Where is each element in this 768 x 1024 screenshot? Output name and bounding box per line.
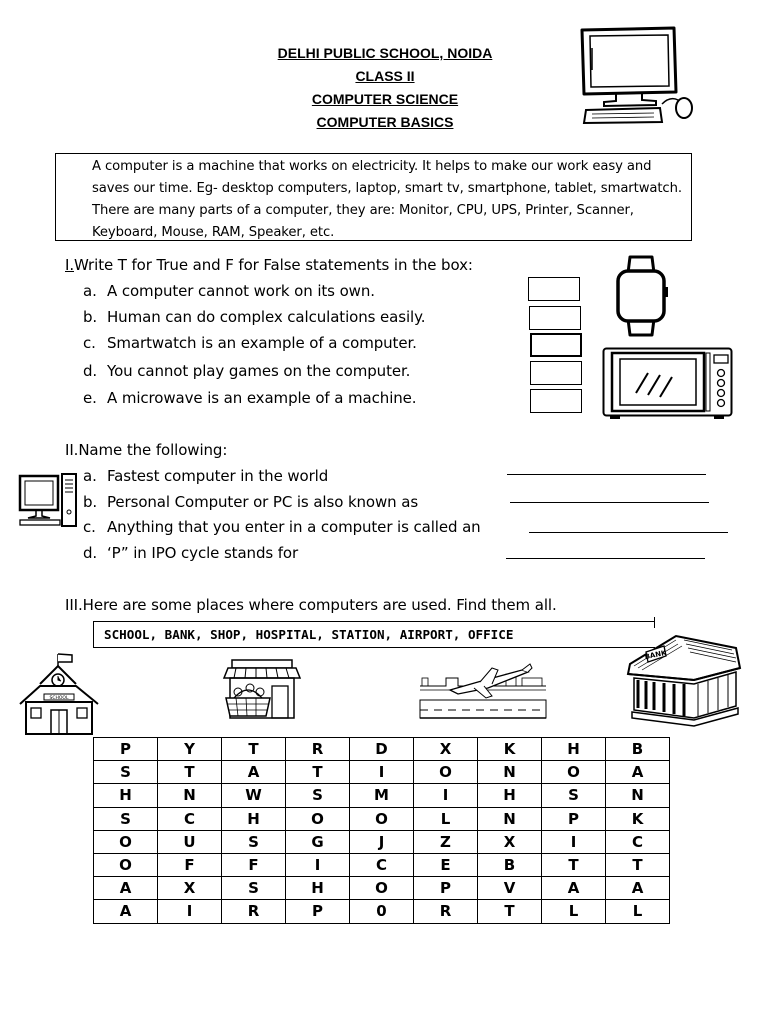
- grid-cell[interactable]: K: [606, 807, 670, 830]
- airport-icon: [418, 664, 548, 724]
- grid-cell[interactable]: V: [478, 877, 542, 900]
- grid-cell[interactable]: C: [606, 830, 670, 853]
- item-letter: d.: [83, 544, 98, 562]
- grid-cell[interactable]: P: [286, 900, 350, 923]
- grid-cell[interactable]: O: [350, 807, 414, 830]
- word-search-grid: [93, 737, 670, 924]
- grid-cell[interactable]: S: [542, 784, 606, 807]
- microwave-icon: [602, 347, 734, 421]
- grid-cell[interactable]: T: [286, 761, 350, 784]
- section-3-title: III.Here are some places where computers are used. Find them all.: [65, 596, 557, 614]
- grid-row: [94, 830, 670, 853]
- answer-box-d[interactable]: [530, 361, 582, 385]
- item-letter: c.: [83, 334, 96, 352]
- grid-row: [94, 807, 670, 830]
- section-2-title: II.Name the following:: [65, 441, 228, 459]
- school-name: DELHI PUBLIC SCHOOL, NOIDA: [277, 45, 493, 61]
- grid-cell[interactable]: I: [542, 830, 606, 853]
- item-text: Anything that you enter in a computer is called an: [107, 518, 481, 536]
- grid-cell[interactable]: 0: [350, 900, 414, 923]
- grid-cell[interactable]: L: [606, 900, 670, 923]
- tf-item: [83, 334, 417, 352]
- item-letter: a.: [83, 467, 97, 485]
- grid-cell[interactable]: S: [94, 761, 158, 784]
- grid-cell[interactable]: G: [286, 830, 350, 853]
- item-text: ‘P” in IPO cycle stands for: [107, 544, 299, 562]
- grid-cell[interactable]: I: [286, 853, 350, 876]
- grid-cell[interactable]: L: [414, 807, 478, 830]
- grid-cell[interactable]: K: [478, 738, 542, 761]
- grid-cell[interactable]: I: [350, 761, 414, 784]
- grid-cell[interactable]: B: [606, 738, 670, 761]
- grid-cell[interactable]: O: [542, 761, 606, 784]
- grid-cell[interactable]: X: [414, 738, 478, 761]
- answer-line-b[interactable]: [510, 502, 709, 503]
- grid-cell[interactable]: P: [414, 877, 478, 900]
- section-1-number: I.: [65, 256, 74, 274]
- school-building-icon: [18, 652, 100, 736]
- grid-row: [94, 877, 670, 900]
- grid-cell[interactable]: R: [286, 738, 350, 761]
- grid-cell[interactable]: S: [222, 830, 286, 853]
- section-1-title-text: Write T for True and F for False statements in the box:: [74, 256, 473, 274]
- school-sign-text: SCHOOL: [49, 696, 69, 701]
- desktop-computer-icon: [576, 26, 696, 126]
- answer-box-c[interactable]: [530, 333, 582, 357]
- item-text: Human can do complex calculations easily.: [107, 308, 426, 326]
- places-word-bank: [93, 621, 655, 648]
- grid-cell[interactable]: F: [222, 853, 286, 876]
- grid-cell[interactable]: F: [158, 853, 222, 876]
- grid-cell[interactable]: I: [414, 784, 478, 807]
- item-letter: b.: [83, 493, 98, 511]
- grid-cell[interactable]: H: [542, 738, 606, 761]
- tf-item: [83, 362, 410, 380]
- grid-cell[interactable]: J: [350, 830, 414, 853]
- section-1-title: [65, 256, 473, 274]
- grid-cell[interactable]: O: [414, 761, 478, 784]
- name-item: [83, 467, 328, 485]
- grid-cell[interactable]: T: [542, 853, 606, 876]
- name-item: [83, 544, 298, 562]
- grid-cell[interactable]: P: [542, 807, 606, 830]
- grid-cell[interactable]: S: [286, 784, 350, 807]
- grid-cell[interactable]: O: [350, 877, 414, 900]
- grid-cell[interactable]: A: [94, 877, 158, 900]
- grid-row: [94, 738, 670, 761]
- grid-cell[interactable]: C: [158, 807, 222, 830]
- grid-cell[interactable]: U: [158, 830, 222, 853]
- answer-box-e[interactable]: [530, 389, 582, 413]
- answer-line-c[interactable]: [529, 532, 728, 533]
- item-text: Fastest computer in the world: [107, 467, 329, 485]
- grid-cell[interactable]: O: [94, 853, 158, 876]
- grid-cell[interactable]: A: [606, 761, 670, 784]
- grid-cell[interactable]: T: [222, 738, 286, 761]
- grid-cell[interactable]: X: [478, 830, 542, 853]
- grid-cell[interactable]: W: [222, 784, 286, 807]
- grid-cell[interactable]: H: [286, 877, 350, 900]
- tf-item: [83, 282, 375, 300]
- class-label: CLASS II: [355, 68, 415, 84]
- grid-row: [94, 784, 670, 807]
- grid-cell[interactable]: O: [286, 807, 350, 830]
- name-item: [83, 493, 418, 511]
- bank-sign-text: BANK: [643, 648, 668, 662]
- grid-cell[interactable]: A: [542, 877, 606, 900]
- grid-cell[interactable]: Y: [158, 738, 222, 761]
- grid-cell[interactable]: A: [94, 900, 158, 923]
- item-letter: e.: [83, 389, 97, 407]
- grid-cell[interactable]: H: [94, 784, 158, 807]
- answer-box-a[interactable]: [528, 277, 580, 301]
- word-bank-tick: [654, 617, 655, 628]
- item-text: Personal Computer or PC is also known as: [107, 493, 419, 511]
- shop-icon: [218, 658, 304, 722]
- grid-cell[interactable]: S: [94, 807, 158, 830]
- intro-text: A computer is a machine that works on electricity. It helps to make our work easy and saves our time. Eg- desktop computers, laptop, smart tv, smartphone, tablet, smartwatch. There are many parts of a computer, they are: Monitor, CPU, UPS, Printer, Scanner, Keyboard, Mouse, RAM, Speaker, etc.: [92, 159, 682, 240]
- grid-cell[interactable]: R: [222, 900, 286, 923]
- grid-row: [94, 900, 670, 923]
- grid-cell[interactable]: L: [542, 900, 606, 923]
- pc-icon: [18, 472, 78, 528]
- grid-cell[interactable]: S: [222, 877, 286, 900]
- grid-cell[interactable]: H: [222, 807, 286, 830]
- grid-cell[interactable]: N: [158, 784, 222, 807]
- tf-item: [83, 308, 425, 326]
- grid-cell[interactable]: N: [478, 807, 542, 830]
- tf-item: [83, 389, 416, 407]
- answer-line-a[interactable]: [507, 474, 706, 475]
- smartwatch-icon: [614, 255, 670, 337]
- item-text: A microwave is an example of a machine.: [107, 389, 417, 407]
- bank-icon: [624, 634, 744, 726]
- grid-cell[interactable]: Z: [414, 830, 478, 853]
- item-letter: b.: [83, 308, 98, 326]
- grid-cell[interactable]: O: [94, 830, 158, 853]
- name-item: [83, 518, 481, 536]
- grid-cell[interactable]: R: [414, 900, 478, 923]
- grid-row: [94, 761, 670, 784]
- grid-cell[interactable]: A: [222, 761, 286, 784]
- item-text: A computer cannot work on its own.: [107, 282, 375, 300]
- grid-cell[interactable]: B: [478, 853, 542, 876]
- grid-cell[interactable]: T: [478, 900, 542, 923]
- grid-cell[interactable]: M: [350, 784, 414, 807]
- grid-cell[interactable]: P: [94, 738, 158, 761]
- item-text: You cannot play games on the computer.: [107, 362, 411, 380]
- topic-label: COMPUTER BASICS: [316, 114, 454, 130]
- item-text: Smartwatch is an example of a computer.: [107, 334, 417, 352]
- grid-cell[interactable]: N: [606, 784, 670, 807]
- subject-label: COMPUTER SCIENCE: [311, 91, 459, 107]
- grid-cell[interactable]: N: [478, 761, 542, 784]
- grid-cell[interactable]: D: [350, 738, 414, 761]
- grid-cell[interactable]: T: [158, 761, 222, 784]
- intro-box: [55, 153, 692, 241]
- grid-cell[interactable]: T: [606, 853, 670, 876]
- answer-line-d[interactable]: [506, 558, 705, 559]
- places-text: SCHOOL, BANK, SHOP, HOSPITAL, STATION, AIRPORT, OFFICE: [104, 627, 514, 642]
- item-letter: d.: [83, 362, 98, 380]
- grid-row: [94, 853, 670, 876]
- item-letter: a.: [83, 282, 97, 300]
- answer-box-b[interactable]: [529, 306, 581, 330]
- grid-cell[interactable]: A: [606, 877, 670, 900]
- grid-cell[interactable]: X: [158, 877, 222, 900]
- item-letter: c.: [83, 518, 96, 536]
- grid-cell[interactable]: E: [414, 853, 478, 876]
- grid-cell[interactable]: H: [478, 784, 542, 807]
- grid-cell[interactable]: I: [158, 900, 222, 923]
- grid-cell[interactable]: C: [350, 853, 414, 876]
